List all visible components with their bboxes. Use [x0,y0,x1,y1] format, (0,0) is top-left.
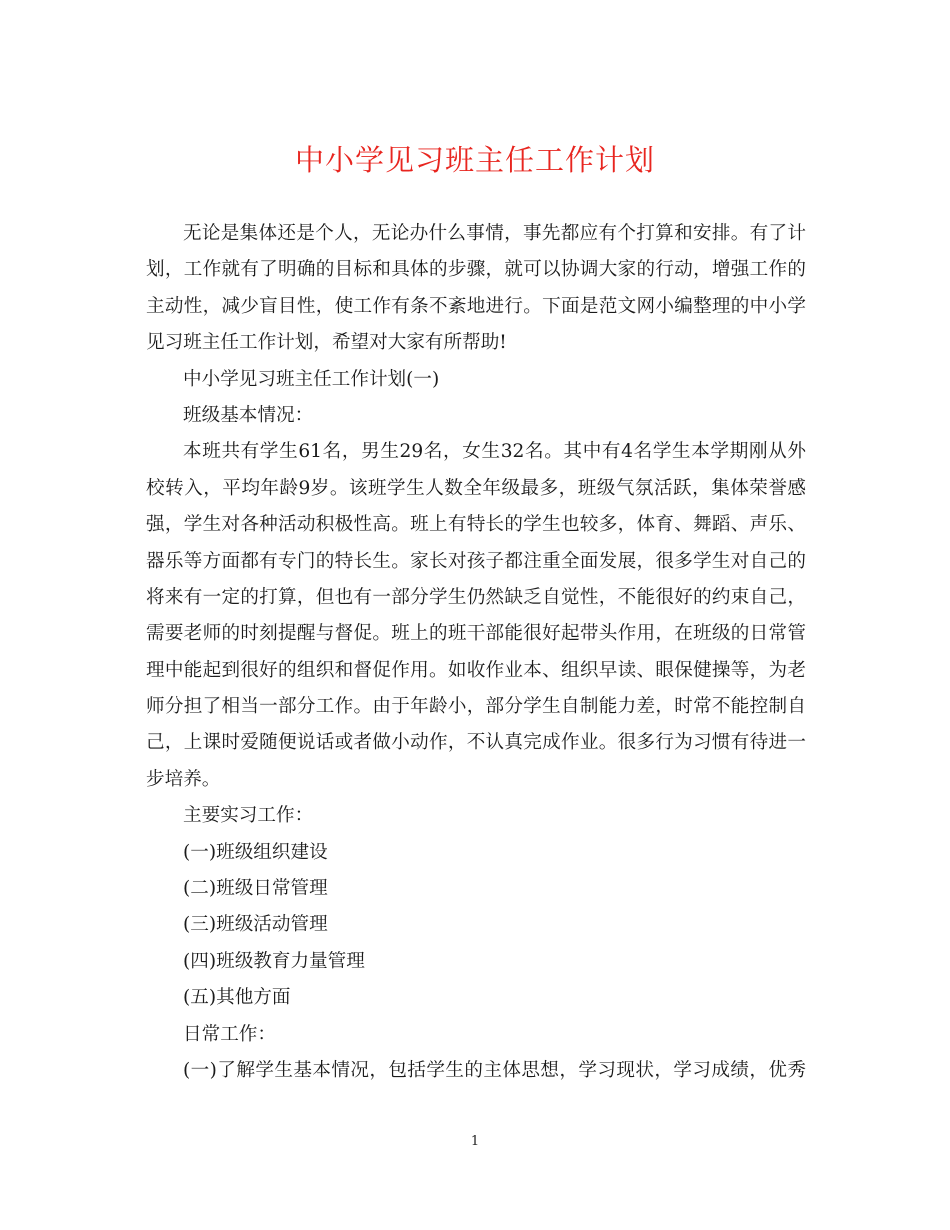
list-item: (一)班级组织建设 [183,841,328,863]
page-number: 1 [470,1134,480,1149]
paragraph-line: 见习班主任工作计划，希望对大家有所帮助! [146,332,507,354]
list-item: (三)班级活动管理 [183,914,328,936]
paragraph-line: 校转入，平均年龄9岁。该班学生人数全年级最多，班级气氛活跃，集体荣誉感 [146,477,806,499]
paragraph-line: 主动性，减少盲目性，使工作有条不紊地进行。下面是范文网小编整理的中小学 [146,295,806,317]
paragraph-line: 理中能起到很好的组织和督促作用。如收作业本、组织早读、眼保健操等，为老 [146,659,806,681]
paragraph-line: 器乐等方面都有专门的特长生。家长对孩子都注重全面发展，很多学生对自己的 [146,550,806,572]
section-heading: 中小学见习班主任工作计划(一) [183,368,440,390]
document-body [146,216,806,1089]
list-item: (五)其他方面 [183,987,291,1009]
document-title: 中小学见习班主任工作计划 [294,143,655,177]
paragraph-line: 需要老师的时刻提醒与督促。班上的班干部能很好起带头作用，在班级的日常管 [146,623,806,645]
paragraph-line: 己，上课时爱随便说话或者做小动作，不认真完成作业。很多行为习惯有待进一 [146,732,806,754]
paragraph-line: 步培养。 [146,768,221,790]
list-item: (四)班级教育力量管理 [183,950,365,972]
paragraph-line: 无论是集体还是个人，无论办什么事情，事先都应有个打算和安排。有了计 [183,223,806,244]
paragraph-line: 本班共有学生61名，男生29名，女生32名。其中有4名学生本学期刚从外 [183,441,806,463]
paragraph-line: (一)了解学生基本情况，包括学生的主体思想，学习现状，学习成绩，优秀 [183,1059,806,1081]
section-heading: 主要实习工作： [183,805,314,827]
paragraph-line: 强，学生对各种活动积极性高。班上有特长的学生也较多，体育、舞蹈、声乐、 [146,514,806,536]
section-heading: 日常工作： [183,1023,276,1045]
paragraph-line: 将来有一定的打算，但也有一部分学生仍然缺乏自觉性，不能很好的约束自己， [146,586,806,608]
paragraph-line: 师分担了相当一部分工作。由于年龄小，部分学生自制能力差，时常不能控制自 [146,696,806,718]
paragraph-line: 划，工作就有了明确的目标和具体的步骤，就可以协调大家的行动，增强工作的 [146,259,806,281]
section-heading: 班级基本情况： [183,404,314,426]
list-item: (二)班级日常管理 [183,878,328,900]
